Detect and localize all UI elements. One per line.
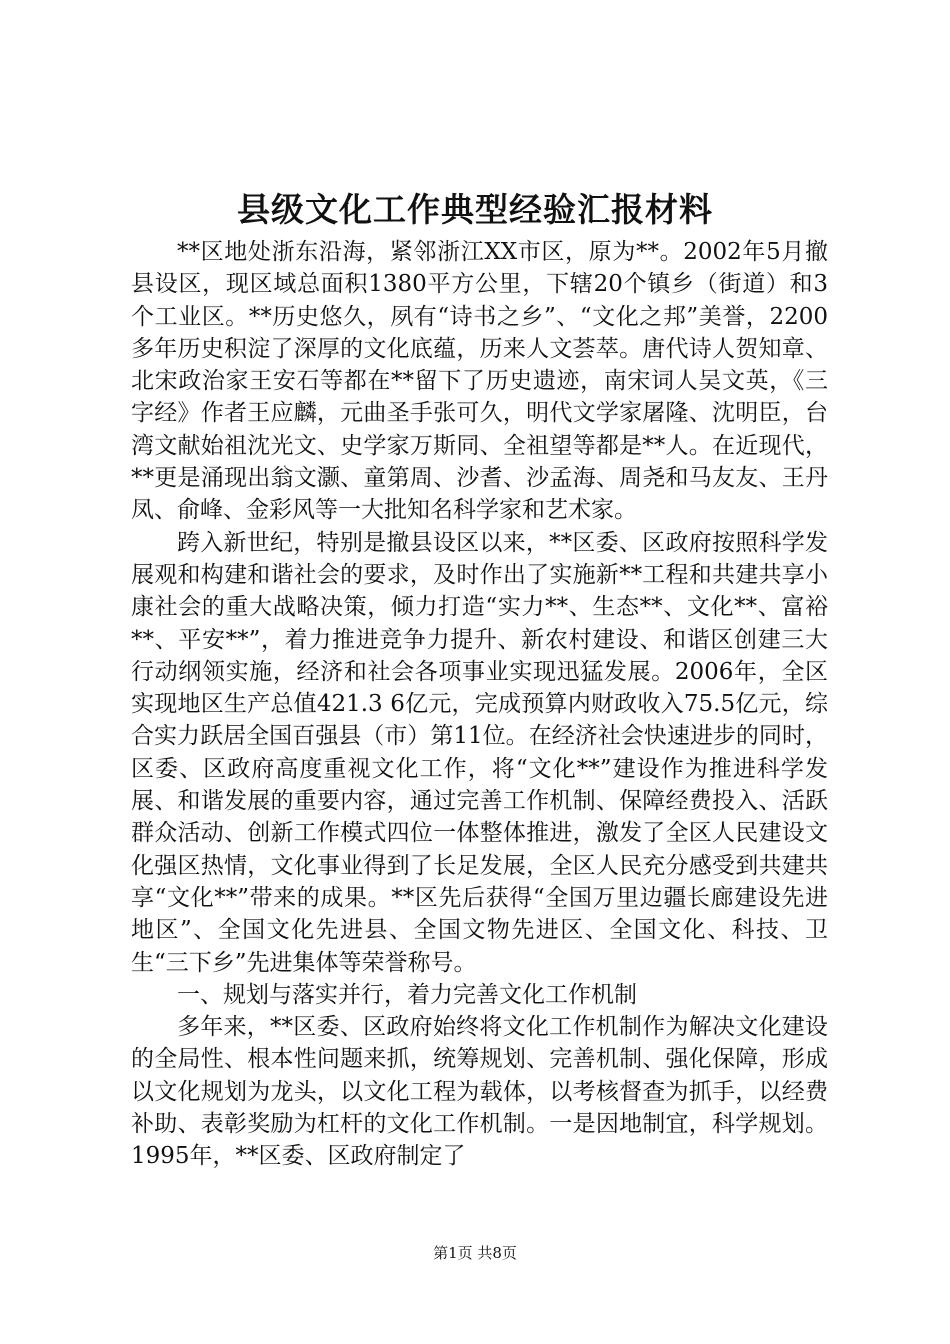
paragraph-1: **区地处浙东沿海，紧邻浙江XX市区，原为**。2002年5月撤县设区，现区域总面积1380平方公里，下辖20个镇乡（街道）和3个工业区。**历史悠久，夙有“诗书之乡”、“文化之邦”美誉，2200多年历史积淀了深厚的文化底蕴，历来人文荟萃。唐代诗人贺知章、北宋政治家王安石等都在**留下了历史遗迹，南宋词人吴文英，《三字经》作者王应麟，元曲圣手张可久，明代文学家屠隆、沈明臣，台湾文献始祖沈光文、史学家万斯同、全祖望等都是**人。在近现代，**更是涌现出翁文灏、童第周、沙耆、沙孟海、周尧和马友友、王丹凤、俞峰、金彩风等一大批知名科学家和艺术家。 [131, 239, 828, 524]
document-title: 县级文化工作典型经验汇报材料 [237, 190, 713, 229]
paragraph-2: 跨入新世纪，特别是撤县设区以来，**区委、区政府按照科学发展观和构建和谐社会的要求，及时作出了实施新**工程和共建共享小康社会的重大战略决策，倾力打造“实力**、生态**、文化**、富裕**、平安**”，着力推进竞争力提升、新农村建设、和谐区创建三大行动纲领实施，经济和社会各项事业实现迅猛发展。2006年，全区实现地区生产总值421.3 6亿元，完成预算内财政收入75.5亿元，综合实力跃居全国百强县（市）第11位。在经济社会快速进步的同时，区委、区政府高度重视文化工作，将“文化**”建设作为推进科学发展、和谐发展的重要内容，通过完善工作机制、保障经费投入、活跃群众活动、创新工作模式四位一体整体推进，激发了全区人民建设文化强区热情，文化事业得到了长足发展，全区人民充分感受到共建共享“文化**”带来的成果。**区先后获得“全国万里边疆长廊建设先进地区”、全国文化先进县、全国文物先进区、全国文化、科技、卫生“三下乡”先进集体等荣誉称号。 [131, 529, 828, 976]
section-heading-1: 一、规划与落实并行，着力完善文化工作机制 [177, 981, 637, 1008]
paragraph-3: 多年来，**区委、区政府始终将文化工作机制作为解决文化建设的全局性、根本性问题来抓，统筹规划、完善机制、强化保障，形成以文化规划为龙头，以文化工程为载体，以考核督查为抓手，以经费补助、表彰奖励为杠杆的文化工作机制。一是因地制宜，科学规划。1995年，**区委、区政府制定了 [131, 1014, 828, 1170]
document-body [131, 236, 828, 1173]
page-footer: 第1页 共8页 [433, 1244, 517, 1262]
